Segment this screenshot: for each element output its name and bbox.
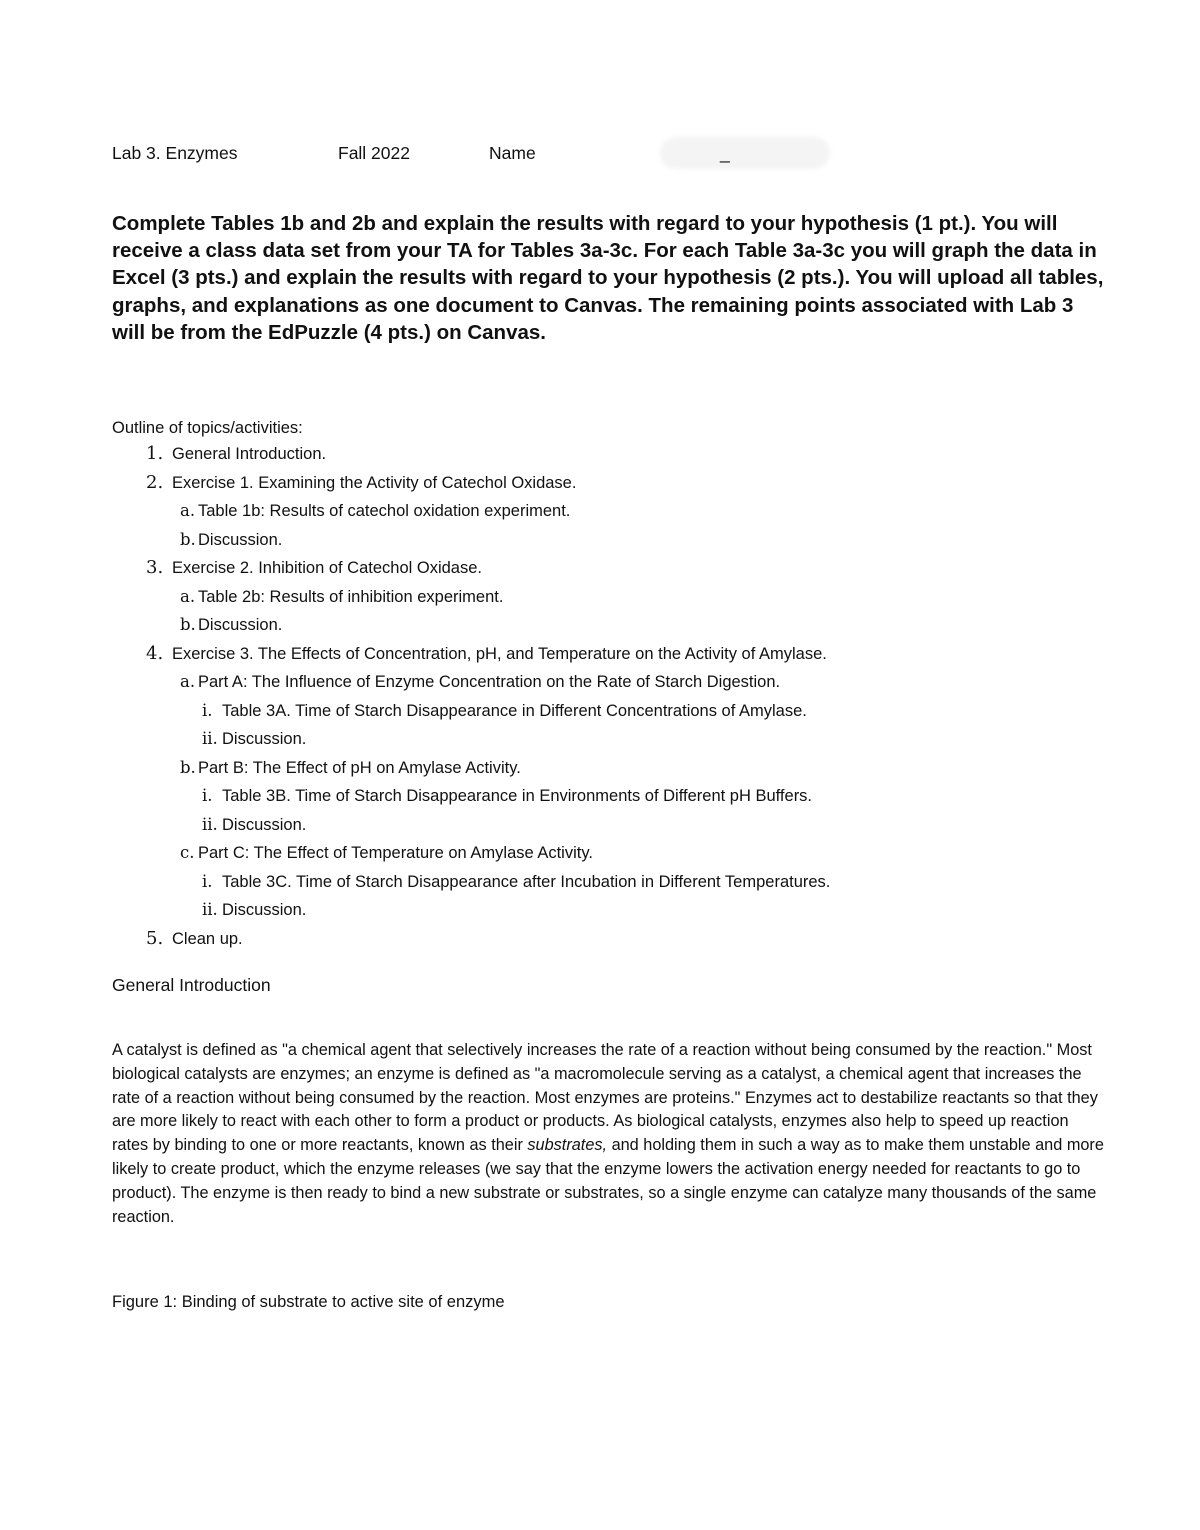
outline-item-number: b.	[180, 757, 196, 777]
topics-outline	[112, 416, 1112, 953]
lab-title: Lab 3. Enzymes	[112, 143, 238, 163]
outline-item-text: Discussion.	[222, 815, 307, 834]
outline-item-text: Part B: The Effect of pH on Amylase Activity.	[198, 758, 521, 777]
name-line: _	[720, 143, 730, 163]
outline-item-text: Table 3B. Time of Starch Disappearance in Environments of Different pH Buffers.	[222, 787, 813, 805]
outline-item-level-3	[112, 782, 1112, 811]
outline-item-text: Table 3A. Time of Starch Disappearance in Different Concentrations of Amylase.	[222, 701, 807, 720]
outline-item-number: c.	[180, 843, 195, 862]
outline-item-text: Part C: The Effect of Temperature on Amylase Activity.	[198, 844, 593, 862]
name-label: Name	[489, 143, 536, 163]
outline-item-level-2	[112, 583, 1112, 612]
intro-paragraph	[112, 1039, 1108, 1229]
outline-item-text: Exercise 3. The Effects of Concentration, pH, and Temperature on the Activity of Amylase.	[172, 644, 827, 663]
outline-item-level-2	[112, 526, 1112, 555]
outline-item-number: b.	[180, 615, 196, 634]
outline-sublist	[112, 497, 1112, 554]
outline-item-number: 5.	[146, 927, 164, 949]
outline-item-level-2	[112, 839, 1112, 868]
outline-item-level-1	[112, 469, 1112, 498]
term-label: Fall 2022	[338, 143, 410, 163]
outline-item-number: 4.	[146, 642, 164, 664]
intro-text-start: A catalyst is defined as "a chemical agent that selectively increases the rate of a reaction without being consumed by the reaction." Most biological catalysts are enzymes; an enzyme is defined as "a macromolecule serving as a catalyst, a chemical agent that increases the rate of a reaction without being consumed by the reaction. Most enzymes are proteins." Enzymes act to destabilize reactants so that they are more likely to react with each other to form a product or products. As biological catalysts, enzymes also help to speed up reaction rates by binding to one or more reactants, known as their	[112, 1041, 1098, 1155]
outline-item-level-1	[112, 925, 1112, 954]
outline-item-level-1	[112, 640, 1112, 669]
outline-item-level-3	[112, 896, 1112, 925]
outline-item-text: Discussion.	[198, 530, 283, 549]
outline-item-number: ii.	[202, 900, 218, 919]
section-heading: General Introduction	[112, 975, 271, 995]
outline-item-number: i.	[202, 700, 213, 720]
outline-item-number: b.	[180, 529, 196, 549]
outline-sublist	[112, 668, 1112, 925]
outline-sublist	[112, 782, 1112, 839]
outline-item-level-2	[112, 611, 1112, 640]
outline-sublist	[112, 583, 1112, 640]
outline-item-text: Discussion.	[198, 616, 283, 634]
outline-item-number: i.	[202, 786, 213, 805]
redacted-name	[660, 137, 830, 169]
intro-text-end: and holding them in such a way as to make them unstable and more likely to create product, which the enzyme releases (we say that the enzyme lowers the activation energy needed for reactants to go to product). The enzyme is then ready to bind a new substrate or substrates, so a single enzyme can catalyze many thousands of the same reaction.	[112, 1136, 1104, 1226]
outline-list	[112, 440, 1112, 953]
outline-item-text: Table 1b: Results of catechol oxidation experiment.	[198, 502, 571, 520]
outline-item-number: ii.	[202, 729, 218, 748]
figure-caption: Figure 1: Binding of substrate to active site of enzyme	[112, 1293, 505, 1311]
outline-item-number: 1.	[146, 443, 164, 464]
outline-title: Outline of topics/activities:	[112, 419, 303, 437]
outline-item-level-2	[112, 668, 1112, 697]
outline-item-text: Table 2b: Results of inhibition experiment.	[198, 587, 504, 606]
outline-item-number: a.	[180, 672, 196, 691]
outline-item-level-3	[112, 868, 1112, 897]
outline-item-level-2	[112, 497, 1112, 526]
outline-item-level-1	[112, 554, 1112, 583]
outline-item-text: Clean up.	[172, 929, 243, 948]
outline-item-number: ii.	[202, 814, 218, 834]
outline-item-level-2	[112, 754, 1112, 783]
outline-sublist	[112, 868, 1112, 925]
outline-item-number: 2.	[146, 471, 164, 493]
outline-item-number: i.	[202, 871, 213, 891]
outline-item-number: a.	[180, 586, 196, 606]
outline-item-level-3	[112, 725, 1112, 754]
outline-item-level-3	[112, 697, 1112, 726]
outline-sublist	[112, 697, 1112, 754]
outline-item-text: Discussion.	[222, 901, 307, 919]
outline-item-number: 3.	[146, 557, 164, 578]
outline-item-text: General Introduction.	[172, 445, 327, 463]
outline-item-level-3	[112, 811, 1112, 840]
outline-item-text: Table 3C. Time of Starch Disappearance after Incubation in Different Temperatures.	[222, 872, 831, 891]
outline-item-text: Discussion.	[222, 730, 307, 748]
outline-item-text: Part A: The Influence of Enzyme Concentration on the Rate of Starch Digestion.	[198, 673, 781, 691]
outline-item-text: Exercise 2. Inhibition of Catechol Oxidase.	[172, 559, 482, 577]
assignment-instructions	[112, 210, 1112, 346]
intro-text-italic: substrates,	[527, 1136, 608, 1155]
outline-item-number: a.	[180, 501, 196, 520]
outline-item-text: Exercise 1. Examining the Activity of Catechol Oxidase.	[172, 473, 577, 492]
outline-item-level-1	[112, 440, 1112, 469]
instructions-text: Complete Tables 1b and 2b and explain the results with regard to your hypothesis (1 pt.). You will receive a class data set from your TA for Tables 3a-3c. For each Table 3a-3c you will graph the data in Excel (3 pts.) and explain the results with regard to your hypothesis (2 pts.). You will upload all tables, graphs, and explanations as one document to Canvas. The remaining points associated with Lab 3 will be from the EdPuzzle (4 pts.) on Canvas.	[112, 212, 1104, 344]
